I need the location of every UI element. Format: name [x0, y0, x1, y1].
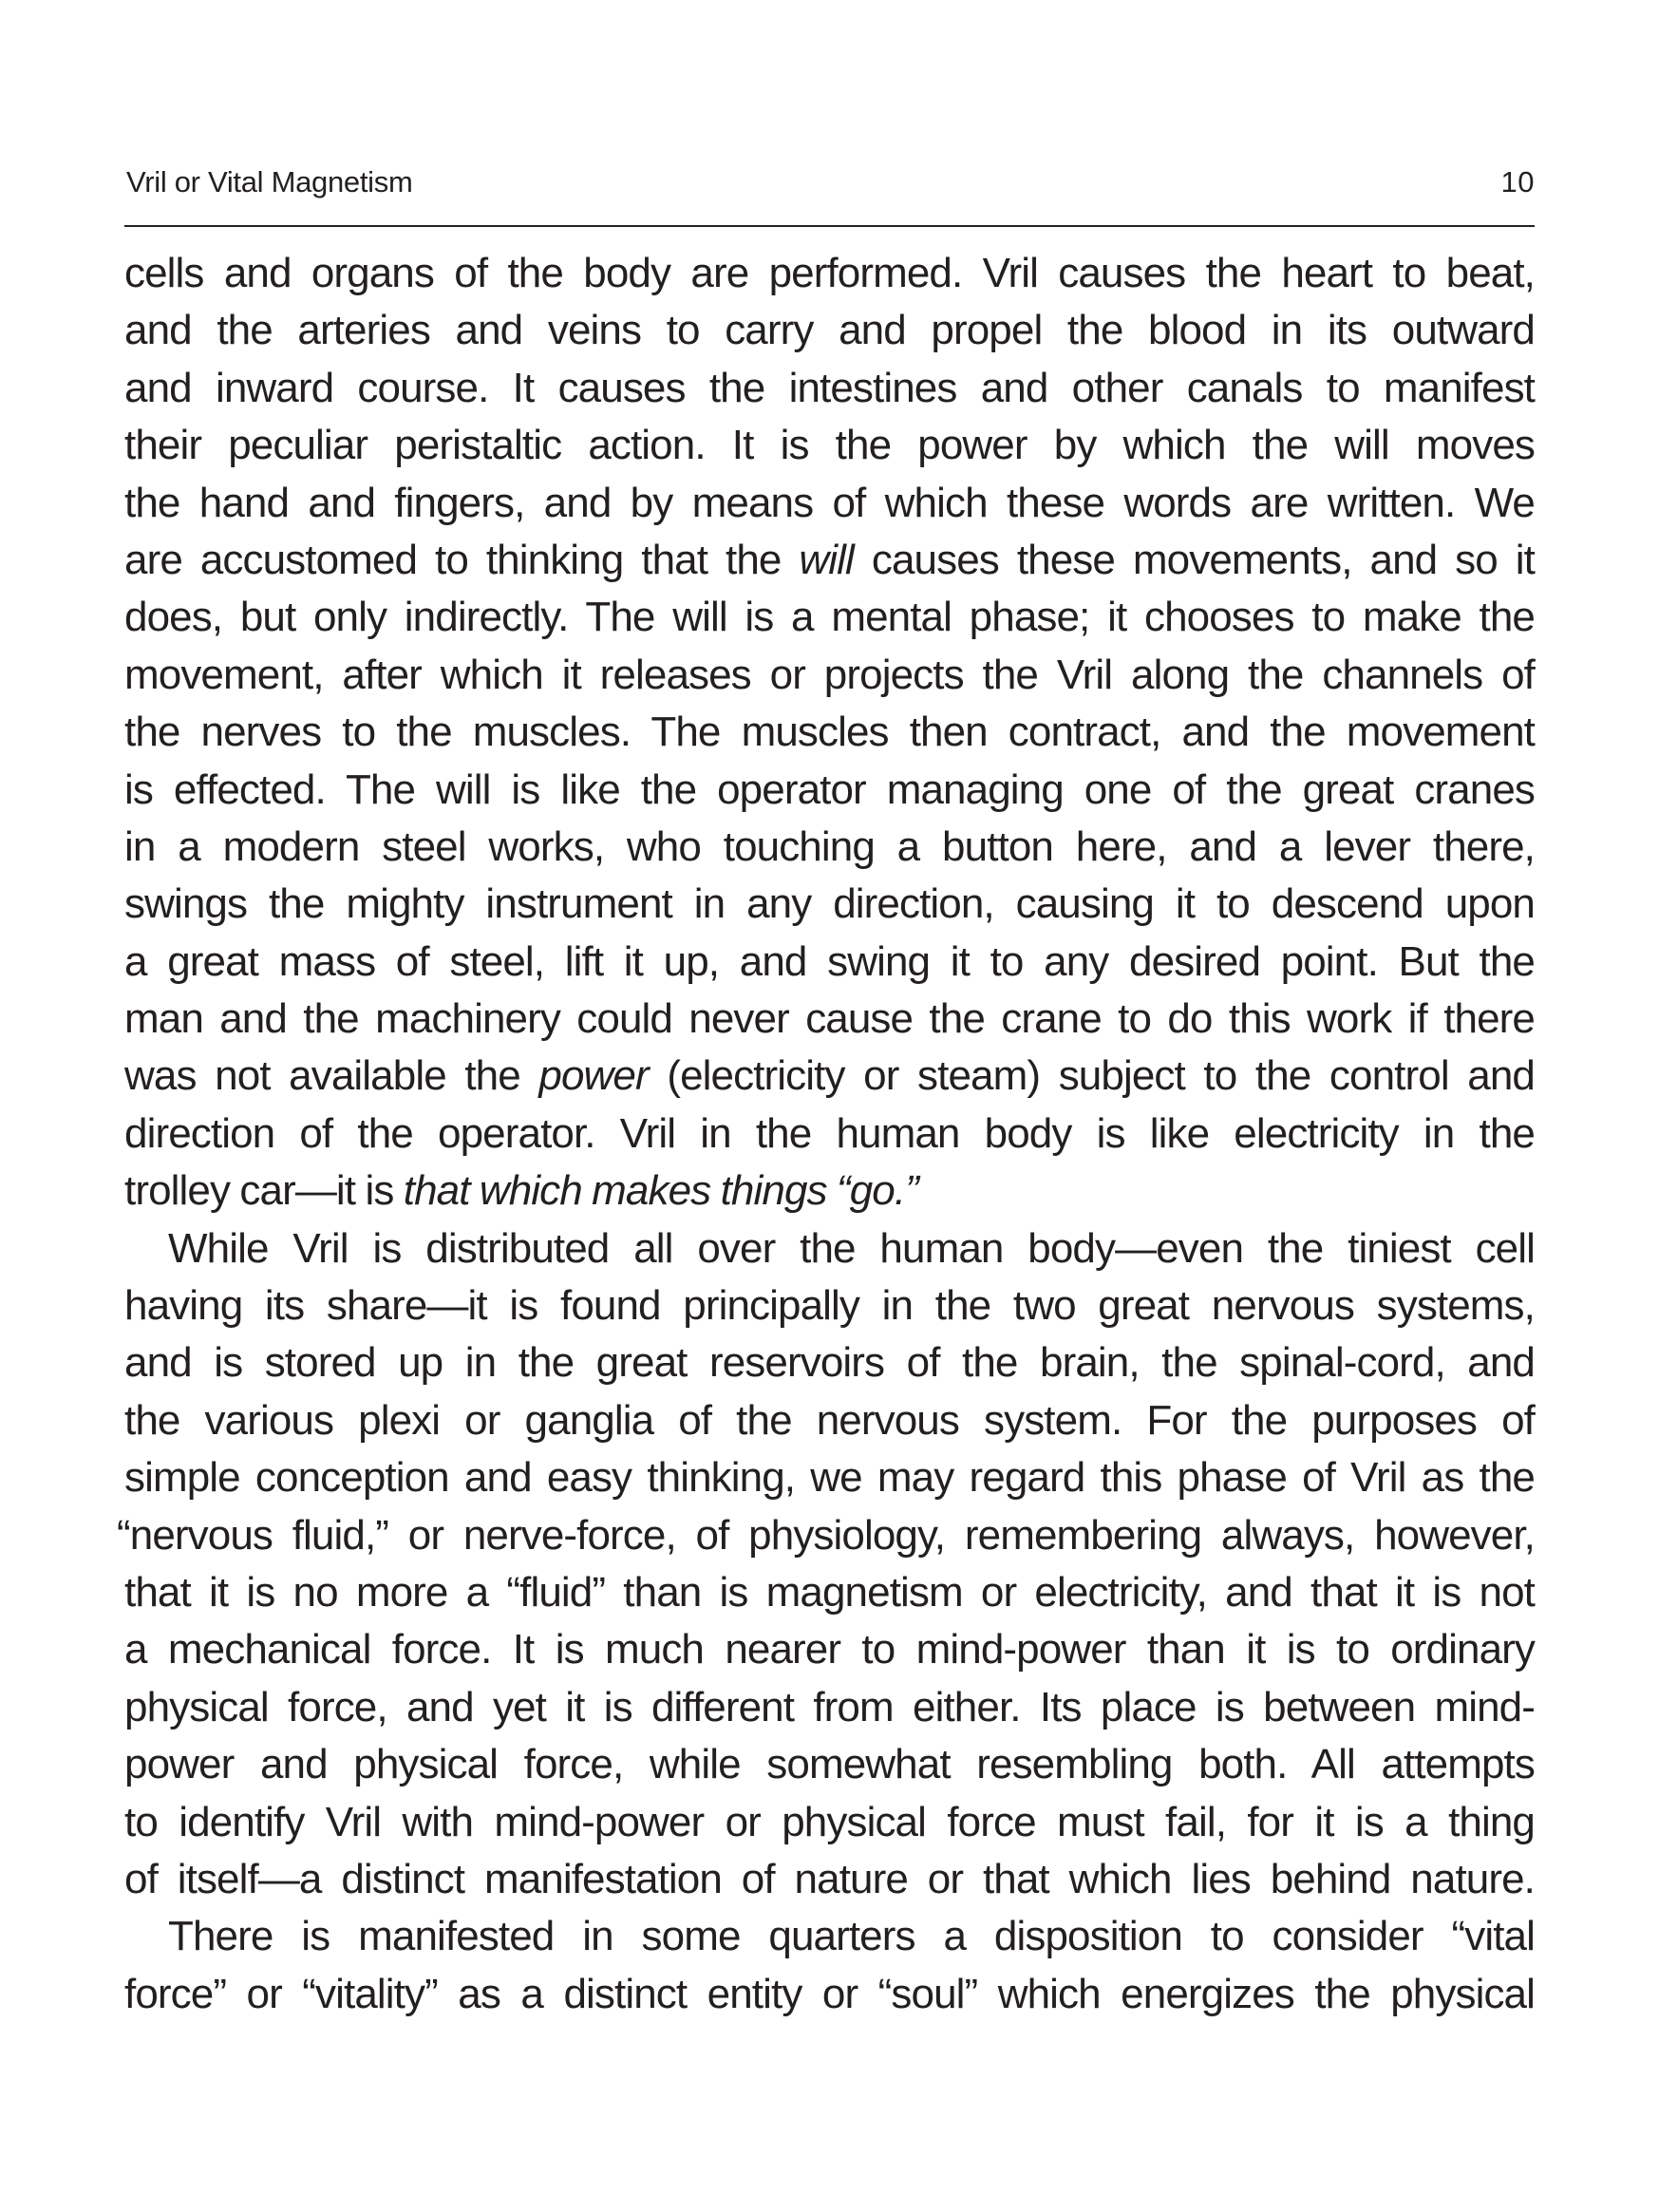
text-line: the nerves to the muscles. The muscles then contract, and the movement [124, 709, 1535, 756]
italic-emphasis: power [538, 1052, 649, 1100]
text-run: trolley car—it is [124, 1167, 404, 1215]
text-line: swings the mighty instrument in any direction, causing it to descend upon [124, 880, 1535, 928]
text-line: direction of the operator. Vril in the human body is like electricity in the [124, 1109, 1535, 1157]
text-line: to identify Vril with mind-power or physical force must fail, for it is a thing [124, 1798, 1535, 1845]
page-number: 10 [1500, 165, 1535, 199]
italic-emphasis: will [799, 536, 854, 583]
paragraph-3 [124, 1908, 1535, 2023]
running-head [124, 163, 1535, 201]
text-line: “nervous fluid,” or nerve-force, of physiology, remembering always, however, [117, 1511, 1535, 1559]
text-line: While Vril is distributed all over the human body—even the tiniest cell [168, 1224, 1535, 1272]
paragraph-2 [117, 1220, 1535, 1909]
italic-emphasis: that which makes things “go.” [403, 1167, 918, 1215]
text-line [124, 1163, 1535, 1219]
text-line: does, but only indirectly. The will is a mental phase; it chooses to make the [124, 594, 1535, 641]
text-line: the various plexi or ganglia of the nervous system. For the purposes of [124, 1396, 1535, 1444]
text-line: simple conception and easy thinking, we may regard this phase of Vril as the [124, 1454, 1535, 1502]
header-rule-divider [124, 225, 1535, 227]
text-line [124, 532, 1535, 589]
text-line: the hand and fingers, and by means of which these words are written. We [124, 479, 1535, 526]
text-line: having its share—it is found principally in the two great nervous systems, [124, 1282, 1535, 1330]
text-line: and is stored up in the great reservoirs of the brain, the spinal-cord, and [124, 1339, 1535, 1387]
body-text [117, 245, 1535, 2023]
text-line: force” or “vitality” as a distinct entity or “soul” which energizes the physical [124, 1970, 1535, 2017]
text-line: of itself—a distinct manifestation of nature or that which lies behind nature. [124, 1855, 1535, 1902]
text-line: and inward course. It causes the intestines and other canals to manifest [124, 364, 1535, 411]
running-head-title: Vril or Vital Magnetism [126, 165, 413, 199]
text-line: power and physical force, while somewhat resembling both. All attempts [124, 1741, 1535, 1788]
text-line: is effected. The will is like the operator managing one of the great cranes [124, 766, 1535, 813]
text-line: There is manifested in some quarters a disposition to consider “vital [168, 1913, 1535, 1960]
text-line: a great mass of steel, lift it up, and swing it to any desired point. But the [124, 937, 1535, 985]
text-line: movement, after which it releases or projects the Vril along the channels of [124, 651, 1535, 698]
text-run: (electricity or steam) subject to the control and [648, 1052, 1535, 1100]
text-line: in a modern steel works, who touching a button here, and a lever there, [124, 822, 1535, 870]
text-line: that it is no more a “fluid” than is magnetism or electricity, and that it is not [124, 1568, 1535, 1616]
text-line [124, 1048, 1535, 1105]
text-line: man and the machinery could never cause the crane to do this work if there [124, 995, 1535, 1043]
text-run: are accustomed to thinking that the [124, 536, 800, 583]
paragraph-1 [124, 245, 1535, 1220]
text-line: physical force, and yet it is different from either. Its place is between mind- [124, 1683, 1535, 1730]
text-run: causes these movements, and so it [853, 536, 1535, 583]
text-line: a mechanical force. It is much nearer to mind-power than it is to ordinary [124, 1626, 1535, 1673]
text-line: cells and organs of the body are performed. Vril causes the heart to beat, [124, 250, 1535, 296]
text-run: was not available the [124, 1052, 539, 1100]
text-line: and the arteries and veins to carry and propel the blood in its outward [124, 307, 1535, 354]
text-line: their peculiar peristaltic action. It is the power by which the will moves [124, 422, 1535, 469]
